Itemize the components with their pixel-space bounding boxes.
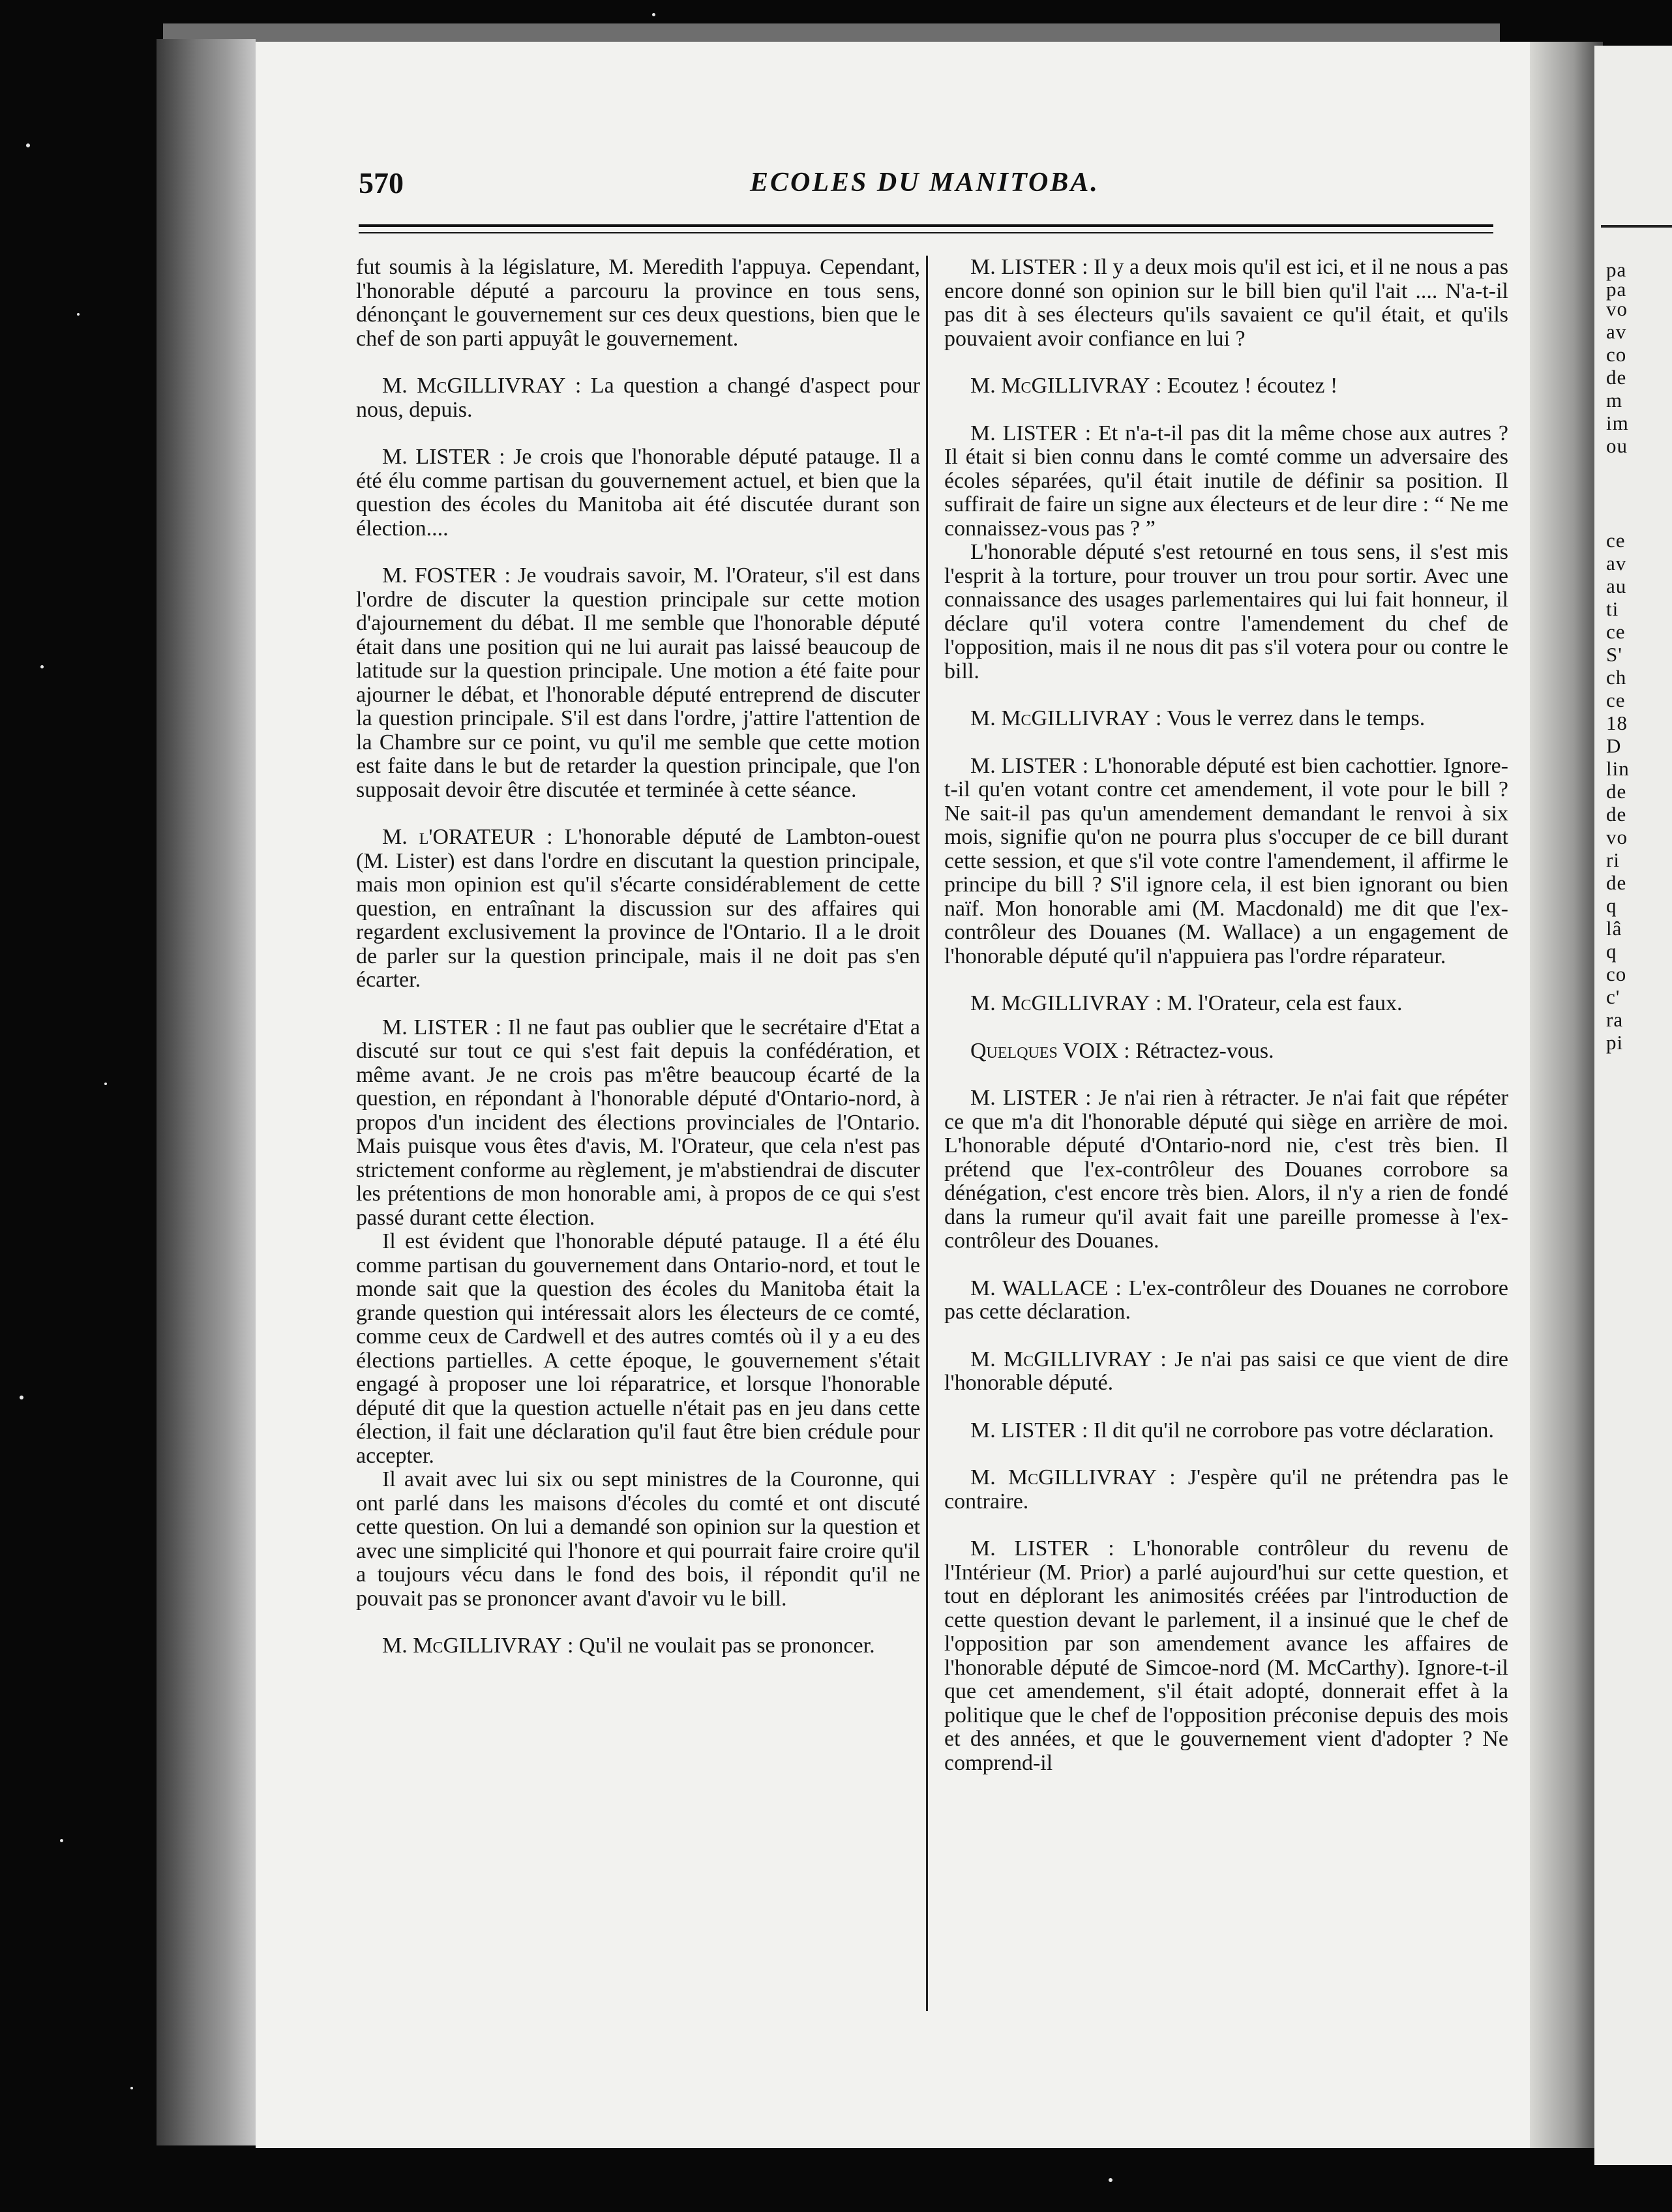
- speaker-name: M. McGILLIVRAY: [970, 706, 1150, 730]
- speech-text: : Je n'ai rien à rétracter. Je n'ai fait que répéter ce que m'a dit l'honorable député qui siège en arrière de moi. L'honorable député d'Ontario-nord nie, c'est très bien. Il prétend que l'ex-contrôleur des Douanes corrobore sa dénégation, c'est encore très bien. Alors, il n'y a rien de fondé dans la rumeur qu'il avait fait une pareille promesse à l'ex-contrôleur des Douanes.: [944, 1086, 1508, 1253]
- debate-paragraph: [944, 1086, 1508, 1253]
- speech-text: : Il dit qu'il ne corrobore pas votre déclaration.: [1076, 1418, 1495, 1442]
- right-text-column: [944, 256, 1508, 1799]
- adjacent-page-fragment: au: [1606, 575, 1627, 597]
- adjacent-page-fragment: co: [1606, 963, 1627, 985]
- adjacent-page-fragment: pa: [1606, 278, 1627, 301]
- debate-paragraph: [944, 1348, 1508, 1396]
- debate-paragraph: [356, 256, 920, 351]
- speech-text: : Je voudrais savoir, M. l'Orateur, s'il est dans l'ordre de discuter la question principale sur cette motion d'ajournement du débat. Il me semble que l'honorable député était dans une position qui ne lui aurait pas laissé beaucoup de latitude sur la question principale. Une motion a été faite pour ajourner le débat, et l'honorable député entreprend de discuter la question principale. S'il est dans l'ordre, j'attire l'attention de la Chambre sur ce point, vu qu'il me semble que cette motion est faite dans le but de retarder la question principale, que l'on supposait devoir être discutée et terminée à cette séance.: [356, 563, 920, 802]
- speech-text: : Et n'a-t-il pas dit la même chose aux autres ? Il était si bien connu dans le comté comme un adversaire des écoles séparées, qu'il était inutile de définir sa position. Il suffirait de faire un signe aux électeurs et de leur dire : “ Ne me connaissez-vous pas ? ”: [944, 421, 1508, 541]
- debate-paragraph: [356, 1468, 920, 1611]
- debate-paragraph: [944, 1277, 1508, 1324]
- speaker-name: M. LISTER: [382, 1015, 489, 1039]
- book-spine-edge: [157, 39, 256, 2145]
- speaker-name: M. LISTER: [970, 255, 1077, 279]
- adjacent-page-fragment: av: [1606, 552, 1627, 575]
- speech-text: : Qu'il ne voulait pas se prononcer.: [561, 1634, 875, 1658]
- debate-paragraph: [944, 541, 1508, 683]
- adjacent-page-fragment: c': [1606, 985, 1620, 1008]
- adjacent-page-fragment: de: [1606, 803, 1627, 826]
- adjacent-page-fragment: ce: [1606, 620, 1626, 643]
- speech-text: Il avait avec lui six ou sept ministres de la Couronne, qui ont parlé dans les maisons d'écoles du comté et ont discuté cette question. On lui a demandé son opinion sur la question et avec une simplicité qui l'honore et qui pourrait faire croire qu'il a toujours vécu dans le fond des bois, il répondit qu'il ne pouvait pas se prononcer avant d'avoir vu le bill.: [356, 1467, 920, 1611]
- speaker-name: M. McGILLIVRAY: [970, 991, 1150, 1015]
- dust-speck: [40, 665, 44, 668]
- speech-text: : L'honorable contrôleur du revenu de l'Intérieur (M. Prior) a parlé aujourd'hui sur cette question, et tout en déplorant les animosités créées par l'introduction de cette question devant le parlement, il a insinué que le chef de l'opposition par son amendement avance les affaires de l'honorable député de Simcoe-nord (M. McCarthy). Ignore-t-il que cet amendement, s'il était adopté, donnerait effet à la politique que le chef de l'opposition préconise depuis des mois et des années, et que le gouvernement vient d'adopter ? Ne comprend-il: [944, 1536, 1509, 1775]
- debate-paragraph: [356, 1230, 920, 1468]
- adjacent-page-fragment: ra: [1606, 1008, 1624, 1031]
- dust-speck: [60, 1839, 63, 1842]
- debate-paragraph: [944, 992, 1508, 1016]
- adjacent-page-fragment: m: [1606, 389, 1623, 411]
- adjacent-page-fragment: q: [1606, 894, 1617, 917]
- dust-speck: [1109, 2178, 1112, 2182]
- debate-paragraph: [356, 445, 920, 541]
- adjacent-page-fragment: lâ: [1606, 917, 1622, 940]
- speaker-name: M. LISTER: [970, 1536, 1090, 1561]
- debate-paragraph: [944, 707, 1508, 731]
- debate-paragraph: [356, 826, 920, 993]
- dust-speck: [77, 313, 80, 316]
- adjacent-page-fragment: ch: [1606, 666, 1627, 689]
- adjacent-page-strip: [1594, 46, 1672, 2165]
- debate-paragraph: [944, 1466, 1508, 1514]
- adjacent-page-fragment: pa: [1606, 258, 1627, 281]
- speaker-name: M. LISTER: [970, 753, 1077, 778]
- speech-text: : Je n'ai pas saisi ce que vient de dire l'honorable député.: [944, 1347, 1508, 1395]
- speech-text: Il est évident que l'honorable député patauge. Il a été élu comme partisan du gouvernement dans Ontario-nord, et tout le monde sait que la question des écoles du Manitoba était la grande question qui intéressait alors les électeurs de ce comté, comme ceux de Cardwell et des autres comtés où il y a eu des élections partielles. A cette époque, le gouvernement s'était engagé à proposer une loi réparatrice, et lorsque l'honorable député dit que la question actuelle n'était pas en jeu dans cette élection, il fait une déclaration qu'il faut être bien crédule pour accepter.: [356, 1229, 920, 1468]
- debate-paragraph: [356, 1634, 920, 1658]
- speaker-name: M. l'ORATEUR: [382, 825, 535, 849]
- adjacent-page-fragment: ou: [1606, 434, 1628, 457]
- dust-speck: [652, 13, 655, 16]
- debate-paragraph: [356, 564, 920, 802]
- adjacent-page-fragment: S': [1606, 643, 1622, 666]
- adjacent-page-fragment: de: [1606, 780, 1627, 803]
- speech-text: : Vous le verrez dans le temps.: [1150, 706, 1426, 730]
- debate-paragraph: [356, 1016, 920, 1231]
- speaker-name: M. LISTER: [970, 421, 1078, 445]
- speech-text: : Il y a deux mois qu'il est ici, et il ne nous a pas encore donné son opinion sur le bill bien qu'il l'ait .... N'a-t-il pas dit à ses électeurs qu'ils savaient ce qu'il était, et qu'ils pouvaient avoir confiance en lui ?: [944, 255, 1508, 351]
- debate-paragraph: [944, 1419, 1508, 1443]
- adjacent-page-fragment: im: [1606, 411, 1629, 434]
- dust-speck: [26, 143, 30, 147]
- left-text-column: [356, 256, 920, 1682]
- page-number: 570: [359, 166, 404, 200]
- speaker-name: M. McGILLIVRAY: [970, 1347, 1153, 1371]
- speech-text: : La question a changé d'aspect pour nous, depuis.: [356, 374, 920, 422]
- debate-paragraph: [944, 256, 1508, 351]
- speaker-name: M. McGILLIVRAY: [970, 1465, 1157, 1489]
- speaker-name: Quelques VOIX: [970, 1038, 1118, 1063]
- speech-text: : L'honorable député est bien cachottier. Ignore-t-il qu'en votant contre cet amendement, il vote pour le bill ? Ne sait-il pas qu'un amendement demandant le renvoi à six mois, signifie qu'on ne pourra plus s'occuper de ce bill durant cette session, et que s'il vote contre l'amendement, il affirme le principe du bill ? S'il ignore cela, il est bien ignorant ou bien naïf. Mon honorable ami (M. Macdonald) me dit que l'ex-contrôleur des Douanes (M. Wallace) a un engagement de l'honorable député qu'il n'appuiera pas l'ordre réparateur.: [944, 753, 1508, 968]
- speech-text: L'honorable député s'est retourné en tous sens, il s'est mis l'esprit à la torture, pour trouver un trou pour sortir. Avec une connaissance des usages parlementaires qui lui fait honneur, il déclare qu'il votera contre l'amendement du chef de l'opposition, mais il ne nous dit pas s'il votera pour ou contre le bill.: [944, 540, 1508, 683]
- running-title: ECOLES DU MANITOBA.: [750, 168, 1099, 198]
- speech-text: : L'honorable député de Lambton-ouest (M. Lister) est dans l'ordre en discutant la question principale, mais mon opinion est qu'il s'écarte considérablement de cette question, en entraînant la discussion sur des affaires qui regardent exclusivement la province de l'Ontario. Il a le droit de parler sur la question principale, mais il ne doit pas s'en écarter.: [356, 825, 920, 992]
- adjacent-page-fragment: lin: [1606, 757, 1630, 780]
- adjacent-page-fragment: ce: [1606, 689, 1626, 711]
- speech-text: : Je crois que l'honorable député patauge. Il a été élu comme partisan du gouvernement actuel, et bien que la question des écoles du Manitoba ait été discutée durant son élection....: [356, 445, 920, 541]
- speech-text: : M. l'Orateur, cela est faux.: [1150, 991, 1403, 1015]
- adjacent-page-fragment: av: [1606, 320, 1627, 343]
- column-divider: [926, 256, 928, 2011]
- debate-paragraph: [944, 755, 1508, 969]
- adjacent-page-fragment: ri: [1606, 848, 1620, 871]
- header-rule-thin: [359, 232, 1493, 233]
- speaker-name: M. LISTER: [970, 1086, 1079, 1110]
- speech-text: : J'espère qu'il ne prétendra pas le contraire.: [944, 1465, 1508, 1514]
- adjacent-page-fragment: ce: [1606, 529, 1626, 552]
- dust-speck: [130, 2087, 133, 2089]
- adjacent-page-fragment: vo: [1606, 826, 1628, 848]
- adjacent-page-fragment: ti: [1606, 597, 1619, 620]
- adjacent-page-rule: [1601, 225, 1672, 228]
- adjacent-page-fragment: vo: [1606, 297, 1628, 320]
- page-gutter-shadow: [1530, 42, 1603, 2148]
- speech-text: : Ecoutez ! écoutez !: [1150, 374, 1338, 398]
- dust-speck: [20, 1396, 23, 1399]
- header-rule-thick: [359, 224, 1493, 227]
- speech-text: : Il ne faut pas oublier que le secrétaire d'Etat a discuté sur tout ce qui s'est fait depuis la confédération, et même avant. Je ne crois pas m'être beaucoup écarté de la question, en répondant à l'honorable député d'Ontario-nord, à propos d'un incident des élections provinciales de l'Ontario. Mais puisque vous êtes d'avis, M. l'Orateur, que cela n'est pas strictement conforme au règlement, je m'abstiendrai de discuter les prétentions de mon honorable ami, à propos de ce qui s'est passé durant cette élection.: [356, 1015, 920, 1230]
- speech-text: : Rétractez-vous.: [1118, 1038, 1274, 1063]
- speaker-name: M. LISTER: [382, 445, 491, 469]
- adjacent-page-fragment: D: [1606, 734, 1622, 757]
- adjacent-page-fragment: co: [1606, 343, 1627, 366]
- debate-paragraph: [944, 1537, 1508, 1775]
- debate-paragraph: [356, 374, 920, 422]
- speaker-name: M. McGILLIVRAY: [970, 374, 1150, 398]
- adjacent-page-fragment: pi: [1606, 1031, 1624, 1054]
- speaker-name: M. LISTER: [970, 1418, 1077, 1442]
- dust-speck: [104, 1083, 107, 1085]
- debate-paragraph: [944, 374, 1508, 398]
- speaker-name: M. WALLACE: [970, 1276, 1109, 1300]
- speech-text: fut soumis à la législature, M. Meredith l'appuya. Cependant, l'honorable député a parcouru la province en tous sens, dénonçant le gouvernement sur ces deux questions, bien que le chef de son parti appuyât le gouvernement.: [356, 255, 920, 351]
- adjacent-page-fragment: de: [1606, 871, 1627, 894]
- debate-paragraph: [944, 1039, 1508, 1064]
- adjacent-page-fragment: q: [1606, 940, 1617, 963]
- speaker-name: M. McGILLIVRAY: [382, 1634, 562, 1658]
- adjacent-page-fragment: 18: [1606, 711, 1628, 734]
- speaker-name: M. FOSTER: [382, 563, 498, 588]
- speaker-name: M. McGILLIVRAY: [382, 374, 566, 398]
- debate-paragraph: [944, 422, 1508, 541]
- adjacent-page-fragment: de: [1606, 366, 1627, 389]
- speech-text: : L'ex-contrôleur des Douanes ne corrobore pas cette déclaration.: [944, 1276, 1508, 1324]
